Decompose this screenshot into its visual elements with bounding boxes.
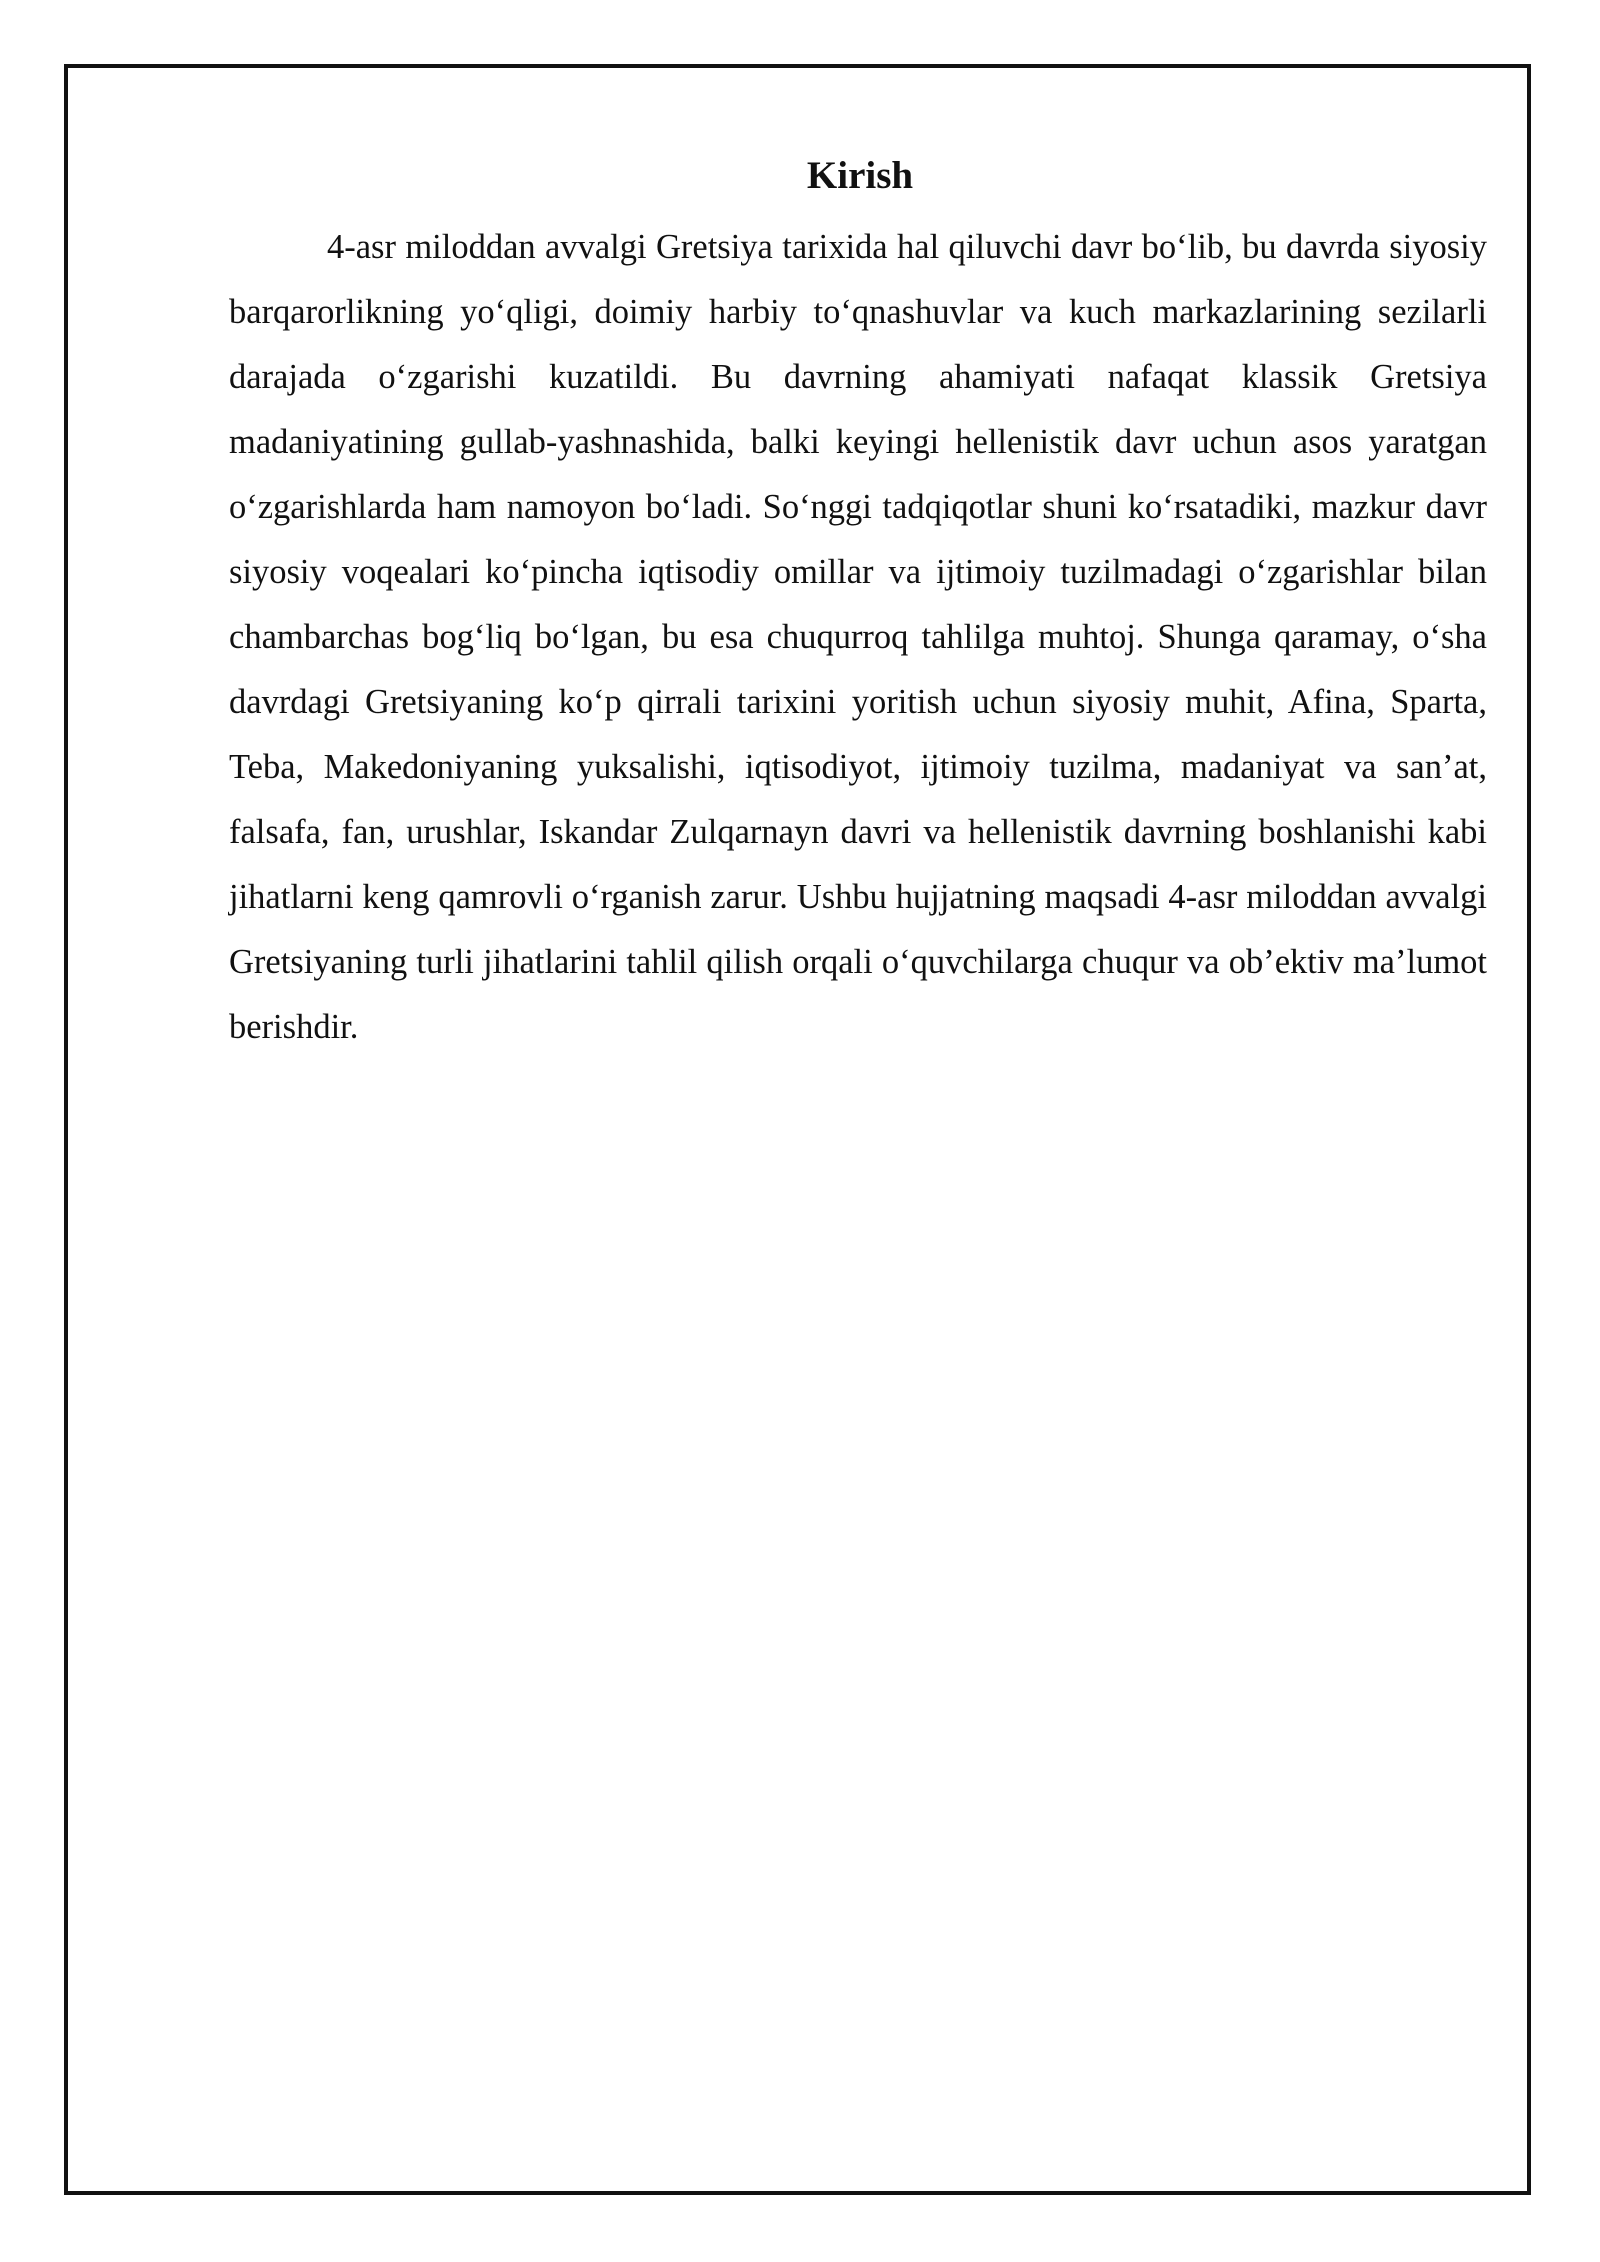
page-title: Kirish bbox=[806, 154, 914, 197]
body-paragraph: 4-asr miloddan avvalgi Gretsiya tarixida hal qiluvchi davr bo‘lib, bu davrda siyosiy barqarorlikning yo‘qligi, doimiy harbiy to‘qnashuvlar va kuch markazlarining sezilarli darajada o‘zgarishi kuzatildi. Bu davrning ahamiyati nafaqat klassik Gretsiya madaniyatining gullab-yashnashida, balki keyingi hellenistik davr uchun asos yaratgan o‘zgarishlarda ham namoyon bo‘ladi. So‘nggi tadqiqotlar shuni ko‘rsatadiki, mazkur davr siyosiy voqealari ko‘pincha iqtisodiy omillar va ijtimoiy tuzilmadagi o‘zgarishlar bilan chambarchas bog‘liq bo‘lgan, bu esa chuqurroq tahlilga muhtoj. Shunga qaramay, o‘sha davrdagi Gretsiyaning ko‘p qirrali tarixini yoritish uchun siyosiy muhit, Afina, Sparta, Teba, Makedoniyaning yuksalishi, iqtisodiyot, ijtimoiy tuzilma, madaniyat va san’at, falsafa, fan, urushlar, Iskandar Zulqarnayn davri va hellenistik davrning boshlanishi kabi jihatlarni keng qamrovli o‘rganish zarur. Ushbu hujjatning maqsadi 4-asr miloddan avvalgi Gretsiyaning turli jihatlarini tahlil qilish orqali o‘quvchilarga chuqur va ob’ektiv ma’lumot berishdir. bbox=[229, 228, 1487, 1046]
